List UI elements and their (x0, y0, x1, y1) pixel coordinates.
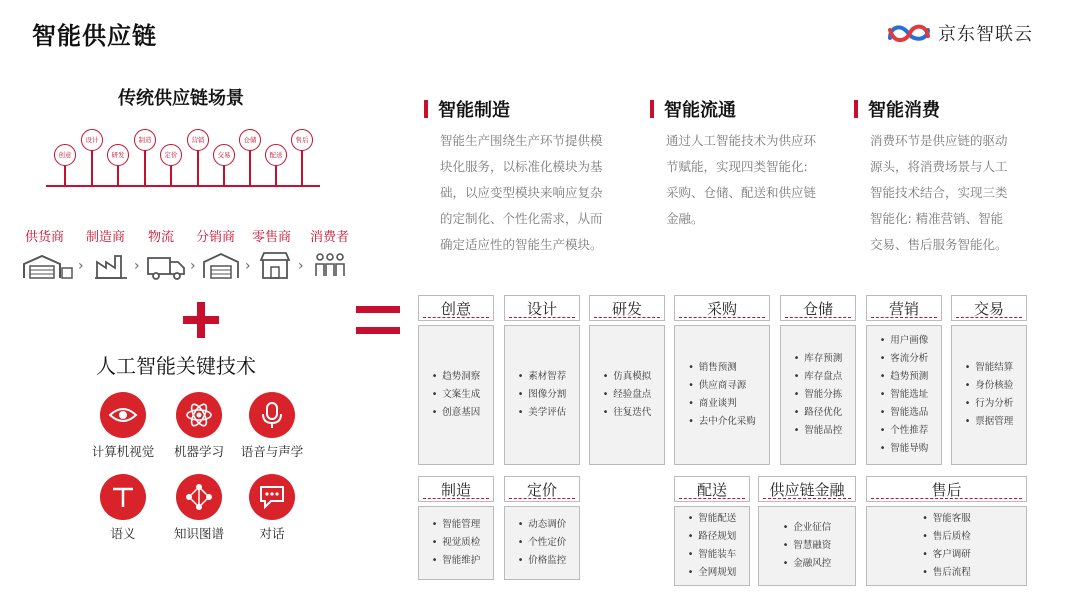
category-item: • 库存预测 (794, 350, 843, 368)
ai-tech-title: 人工智能关键技术 (96, 354, 256, 378)
category-item: • 智能装车 (688, 546, 737, 564)
tree-node: 定价 (160, 144, 182, 166)
ai-tech-label: 机器学习 (173, 444, 224, 459)
category-supply-chain-finance (758, 476, 856, 586)
ai-tech-label: 计算机视觉 (91, 444, 155, 459)
supply-chain-labels (0, 226, 370, 246)
consumers-icon (312, 250, 348, 280)
tree-base-line (46, 185, 320, 187)
category-item: • 仿真模拟 (603, 368, 652, 386)
category-body (780, 325, 856, 465)
category-item: • 路径优化 (794, 404, 843, 422)
tree-stem (301, 150, 303, 186)
feature-description (650, 128, 840, 232)
category-item: • 金融风控 (783, 555, 832, 573)
category-item: • 图像分割 (518, 386, 567, 404)
brand-logo (884, 18, 1033, 48)
tree-node: 创意 (54, 144, 76, 166)
category-item: • 个性定价 (518, 534, 567, 552)
category-item: • 售后流程 (922, 564, 971, 582)
text-t-icon (100, 474, 146, 520)
feature-desc-line: 交易、售后服务智能化。 (870, 237, 1008, 252)
category-rnd (589, 295, 665, 465)
category-body (418, 325, 494, 465)
tree-stem (91, 150, 93, 186)
category-body (674, 506, 750, 586)
warehouse-icon (22, 250, 74, 280)
feature-desc-line: 智能技术结合，实现三类 (870, 185, 1008, 200)
tree-stem (223, 166, 225, 186)
category-item: • 销售预测 (688, 359, 756, 377)
category-item: • 库存盘点 (794, 368, 843, 386)
category-item: • 智慧融资 (783, 537, 832, 555)
plus-icon (183, 302, 219, 338)
tree-node: 设计 (81, 129, 103, 151)
category-marketing (866, 295, 942, 465)
truck-icon (146, 250, 188, 280)
feature-desc-line: 采购、仓储、配送和供应链 (666, 185, 817, 200)
feature-desc-line: 础，以应变型模块来响应复杂 (440, 185, 603, 200)
ai-tech-label: 语音与声学 (240, 444, 304, 459)
microphone-icon (249, 392, 295, 438)
category-delivery (674, 476, 750, 586)
feature-smart-circulation (650, 96, 840, 232)
feature-desc-line: 源头，将消费场景与人工 (870, 159, 1008, 174)
tree-node: 制造 (134, 129, 156, 151)
chain-label: 供货商 (25, 230, 65, 245)
supply-chain-icons (0, 250, 370, 282)
tree-node: 研发 (107, 144, 129, 166)
atom-icon (176, 392, 222, 438)
chat-bubble-icon (249, 474, 295, 520)
category-pricing (504, 476, 580, 580)
category-header: 配送 (674, 476, 750, 502)
category-item: • 趋势预测 (880, 368, 929, 386)
category-item: • 个性推荐 (880, 422, 929, 440)
chevron-right-icon: › (245, 258, 251, 274)
feature-smart-manufacturing (424, 96, 634, 258)
graph-nodes-icon (176, 474, 222, 520)
ai-tech-speech-acoustics (227, 392, 317, 460)
category-body (418, 506, 494, 580)
category-item: • 智能品控 (794, 422, 843, 440)
distribution-center-icon (202, 250, 240, 280)
category-item: • 全网规划 (688, 564, 737, 582)
tree-stem (170, 166, 172, 186)
feature-description (424, 128, 634, 258)
heading-bar (424, 100, 428, 118)
category-item: • 身份核验 (965, 377, 1014, 395)
category-header: 营销 (866, 295, 942, 321)
tree-stem (144, 150, 146, 186)
category-item: • 趋势洞察 (432, 368, 481, 386)
category-header: 研发 (589, 295, 665, 321)
chain-label: 制造商 (86, 230, 126, 245)
category-manufacturing (418, 476, 494, 580)
feature-desc-line: 节赋能，实现四类智能化: (666, 159, 808, 174)
category-warehousing (780, 295, 856, 465)
feature-desc-line: 智能生产围绕生产环节提供模 (440, 133, 603, 148)
feature-desc-line: 金融。 (666, 211, 704, 226)
category-body (866, 325, 942, 465)
tree-stem (64, 166, 66, 186)
category-item: • 客流分析 (880, 350, 929, 368)
category-item: • 行为分析 (965, 395, 1014, 413)
tree-stem (117, 166, 119, 186)
category-header: 设计 (504, 295, 580, 321)
feature-desc-line: 确定适应性的智能生产模块。 (440, 237, 603, 252)
category-item: • 客户调研 (922, 546, 971, 564)
chevron-right-icon: › (298, 258, 304, 274)
chain-label: 分销商 (196, 230, 236, 245)
tree-node: 售后 (291, 129, 313, 151)
category-item: • 售后质检 (922, 528, 971, 546)
category-header: 创意 (418, 295, 494, 321)
tree-stem (197, 150, 199, 186)
chain-label: 物流 (148, 230, 175, 245)
chevron-right-icon: › (190, 258, 196, 274)
category-header: 定价 (504, 476, 580, 502)
category-item: • 用户画像 (880, 332, 929, 350)
category-item: • 智能客服 (922, 510, 971, 528)
category-item: • 价格监控 (518, 552, 567, 570)
feature-description (854, 128, 1054, 258)
cloud-logo-icon (884, 18, 934, 48)
category-body (674, 325, 770, 465)
category-creative (418, 295, 494, 465)
chain-label: 零售商 (252, 230, 292, 245)
ai-tech-label: 语义 (110, 526, 136, 541)
category-item: • 去中介化采购 (688, 413, 756, 431)
category-body (504, 325, 580, 465)
category-item: • 经验盘点 (603, 386, 652, 404)
traditional-title: 传统供应链场景 (118, 88, 244, 109)
category-item: • 智能分拣 (794, 386, 843, 404)
category-item: • 智能选址 (880, 386, 929, 404)
feature-desc-line: 块化服务，以标准化模块为基 (440, 159, 603, 174)
category-header: 制造 (418, 476, 494, 502)
heading-bar (854, 100, 858, 118)
tree-stem (249, 150, 251, 186)
category-item: • 视觉质检 (432, 534, 481, 552)
feature-desc-line: 智能化: 精准营销、智能 (870, 211, 1004, 226)
category-body (504, 506, 580, 580)
category-after-sales (866, 476, 1027, 586)
category-header: 交易 (951, 295, 1027, 321)
category-header: 供应链金融 (758, 476, 856, 502)
category-item: • 素材智荐 (518, 368, 567, 386)
category-item: • 智能选品 (880, 404, 929, 422)
chevron-right-icon: › (134, 258, 140, 274)
tree-stem (275, 166, 277, 186)
tree-node: 仓储 (239, 129, 261, 151)
page-title: 智能供应链 (32, 22, 157, 50)
feature-desc-line: 通过人工智能技术为供应环 (666, 133, 817, 148)
category-body (589, 325, 665, 465)
ai-tech-label: 对话 (259, 526, 285, 541)
chain-label: 消费者 (310, 230, 350, 245)
chevron-right-icon: › (78, 258, 84, 274)
category-header: 售后 (866, 476, 1027, 502)
category-item: • 路径规划 (688, 528, 737, 546)
category-item: • 智能配送 (688, 510, 737, 528)
category-design (504, 295, 580, 465)
logo-text: 京东智联云 (938, 24, 1033, 45)
category-body (951, 325, 1027, 465)
category-item: • 往复迭代 (603, 404, 652, 422)
tree-node: 营销 (187, 129, 209, 151)
category-item: • 智能管理 (432, 516, 481, 534)
category-header: 采购 (674, 295, 770, 321)
category-item: • 智能导购 (880, 440, 929, 458)
category-procurement (674, 295, 770, 465)
feature-title: 智能消费 (868, 100, 940, 121)
feature-desc-line: 消费环节是供应链的驱动 (870, 133, 1008, 148)
feature-title: 智能制造 (438, 100, 510, 121)
factory-icon (94, 250, 130, 280)
category-item: • 创意基因 (432, 404, 481, 422)
category-body (866, 506, 1027, 586)
feature-title: 智能流通 (664, 100, 736, 121)
ai-tech-label: 知识图谱 (173, 526, 224, 541)
category-item: • 智能维护 (432, 552, 481, 570)
category-body (758, 506, 856, 586)
tree-node: 交易 (213, 144, 235, 166)
category-item: • 企业征信 (783, 519, 832, 537)
ai-tech-dialogue (227, 474, 317, 542)
heading-bar (650, 100, 654, 118)
category-item: • 动态调价 (518, 516, 567, 534)
category-item: • 智能结算 (965, 359, 1014, 377)
category-header: 仓储 (780, 295, 856, 321)
equals-icon (356, 306, 400, 334)
feature-smart-consumption (854, 96, 1054, 258)
category-item: • 供应商寻源 (688, 377, 756, 395)
category-item: • 票据管理 (965, 413, 1014, 431)
feature-desc-line: 的定制化、个性化需求，从而 (440, 211, 603, 226)
category-transaction (951, 295, 1027, 465)
category-item: • 文案生成 (432, 386, 481, 404)
category-item: • 美学评估 (518, 404, 567, 422)
tree-node: 配送 (265, 144, 287, 166)
store-icon (258, 250, 292, 280)
traditional-scenario-tree (0, 0, 340, 200)
eye-icon (100, 392, 146, 438)
category-item: • 商业谈判 (688, 395, 756, 413)
